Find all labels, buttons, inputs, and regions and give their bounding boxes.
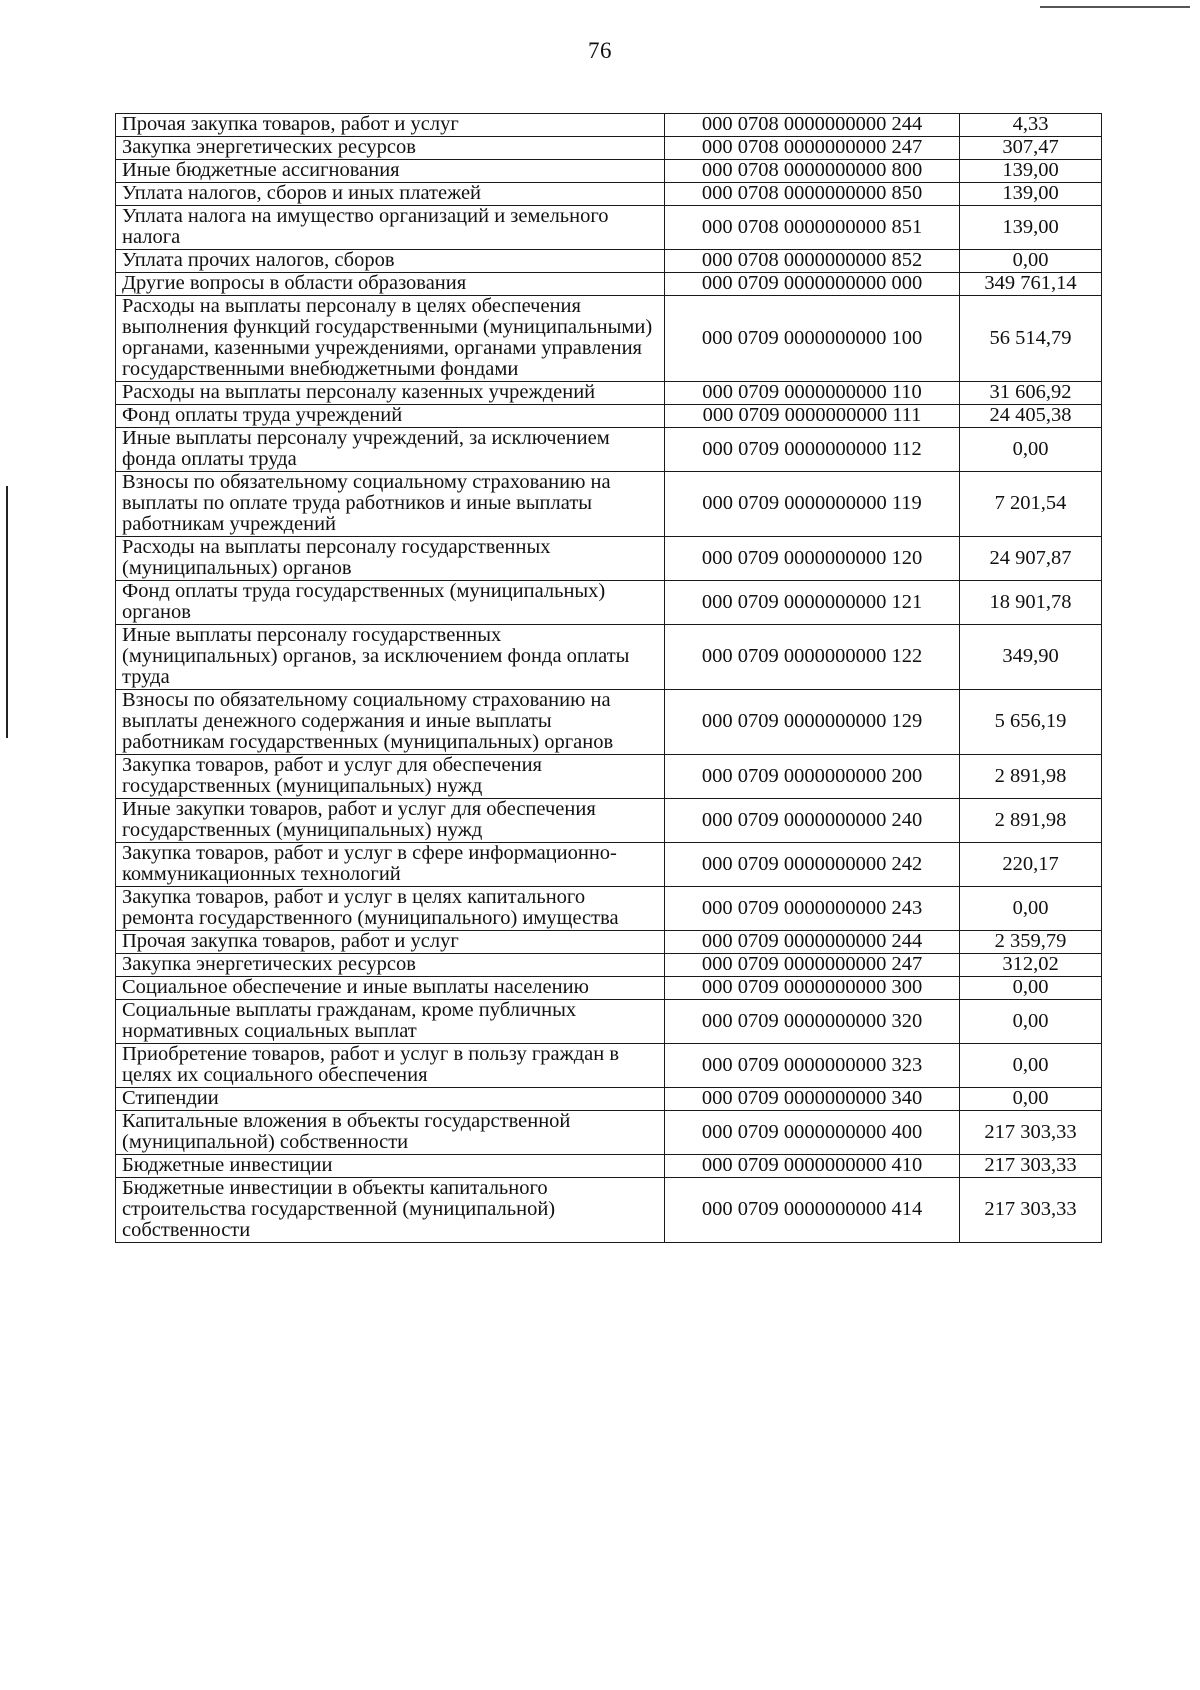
- expense-name-cell: Уплата налога на имущество организаций и земельного налога: [116, 206, 665, 250]
- expense-name-cell: Закупка энергетических ресурсов: [116, 954, 665, 977]
- budget-code-cell: 000 0709 0000000000 323: [665, 1044, 960, 1088]
- budget-code-cell: 000 0709 0000000000 110: [665, 382, 960, 405]
- budget-code-cell: 000 0709 0000000000 300: [665, 977, 960, 1000]
- table-row: [116, 160, 1102, 183]
- budget-table-body: [116, 114, 1102, 1243]
- budget-code-cell: 000 0709 0000000000 119: [665, 472, 960, 537]
- table-row: [116, 405, 1102, 428]
- amount-cell: 0,00: [960, 1000, 1102, 1044]
- amount-cell: 0,00: [960, 1088, 1102, 1111]
- budget-code-cell: 000 0709 0000000000 242: [665, 843, 960, 887]
- budget-code-cell: 000 0709 0000000000 111: [665, 405, 960, 428]
- table-row: [116, 690, 1102, 755]
- expense-name-cell: Фонд оплаты труда учреждений: [116, 405, 665, 428]
- table-row: [116, 114, 1102, 137]
- table-row: [116, 977, 1102, 1000]
- budget-code-cell: 000 0709 0000000000 410: [665, 1155, 960, 1178]
- budget-code-cell: 000 0708 0000000000 852: [665, 250, 960, 273]
- budget-code-cell: 000 0708 0000000000 850: [665, 183, 960, 206]
- amount-cell: 0,00: [960, 1044, 1102, 1088]
- amount-cell: 56 514,79: [960, 296, 1102, 382]
- amount-cell: 18 901,78: [960, 581, 1102, 625]
- amount-cell: 307,47: [960, 137, 1102, 160]
- amount-cell: 220,17: [960, 843, 1102, 887]
- amount-cell: 24 907,87: [960, 537, 1102, 581]
- amount-cell: 0,00: [960, 250, 1102, 273]
- table-row: [116, 931, 1102, 954]
- budget-code-cell: 000 0708 0000000000 247: [665, 137, 960, 160]
- expense-name-cell: Расходы на выплаты персоналу государственных (муниципальных) органов: [116, 537, 665, 581]
- expense-name-cell: Социальное обеспечение и иные выплаты населению: [116, 977, 665, 1000]
- table-row: [116, 799, 1102, 843]
- amount-cell: 139,00: [960, 160, 1102, 183]
- expense-name-cell: Взносы по обязательному социальному страхованию на выплаты денежного содержания и иные выплаты работникам государственных (муниципальных) органов: [116, 690, 665, 755]
- table-row: [116, 472, 1102, 537]
- table-row: [116, 273, 1102, 296]
- expense-name-cell: Прочая закупка товаров, работ и услуг: [116, 931, 665, 954]
- amount-cell: 217 303,33: [960, 1111, 1102, 1155]
- expense-name-cell: Иные выплаты персоналу государственных (муниципальных) органов, за исключением фонда оплаты труда: [116, 625, 665, 690]
- expense-name-cell: Закупка товаров, работ и услуг в сфере информационно-коммуникационных технологий: [116, 843, 665, 887]
- budget-code-cell: 000 0709 0000000000 200: [665, 755, 960, 799]
- table-row: [116, 1111, 1102, 1155]
- table-row: [116, 183, 1102, 206]
- budget-code-cell: 000 0709 0000000000 129: [665, 690, 960, 755]
- amount-cell: 349,90: [960, 625, 1102, 690]
- budget-code-cell: 000 0709 0000000000 120: [665, 537, 960, 581]
- table-row: [116, 581, 1102, 625]
- table-row: [116, 843, 1102, 887]
- expense-name-cell: Расходы на выплаты персоналу казенных учреждений: [116, 382, 665, 405]
- budget-code-cell: 000 0709 0000000000 244: [665, 931, 960, 954]
- table-row: [116, 1088, 1102, 1111]
- expense-name-cell: Бюджетные инвестиции в объекты капитального строительства государственной (муниципальной) собственности: [116, 1178, 665, 1243]
- budget-code-cell: 000 0709 0000000000 400: [665, 1111, 960, 1155]
- expense-name-cell: Другие вопросы в области образования: [116, 273, 665, 296]
- budget-code-cell: 000 0709 0000000000 122: [665, 625, 960, 690]
- table-row: [116, 1044, 1102, 1088]
- amount-cell: 5 656,19: [960, 690, 1102, 755]
- table-row: [116, 1155, 1102, 1178]
- table-row: [116, 250, 1102, 273]
- expense-name-cell: Иные бюджетные ассигнования: [116, 160, 665, 183]
- amount-cell: 2 891,98: [960, 755, 1102, 799]
- table-row: [116, 755, 1102, 799]
- table-row: [116, 1000, 1102, 1044]
- budget-code-cell: 000 0708 0000000000 244: [665, 114, 960, 137]
- expense-name-cell: Закупка энергетических ресурсов: [116, 137, 665, 160]
- amount-cell: 0,00: [960, 887, 1102, 931]
- amount-cell: 0,00: [960, 428, 1102, 472]
- amount-cell: 24 405,38: [960, 405, 1102, 428]
- expense-name-cell: Капитальные вложения в объекты государственной (муниципальной) собственности: [116, 1111, 665, 1155]
- table-row: [116, 1178, 1102, 1243]
- budget-table: [115, 113, 1102, 1243]
- table-row: [116, 206, 1102, 250]
- amount-cell: 31 606,92: [960, 382, 1102, 405]
- budget-code-cell: 000 0708 0000000000 800: [665, 160, 960, 183]
- expense-name-cell: Взносы по обязательному социальному страхованию на выплаты по оплате труда работников и иные выплаты работникам учреждений: [116, 472, 665, 537]
- table-row: [116, 954, 1102, 977]
- left-margin-mark: [6, 486, 8, 738]
- amount-cell: 139,00: [960, 206, 1102, 250]
- amount-cell: 4,33: [960, 114, 1102, 137]
- expense-name-cell: Уплата прочих налогов, сборов: [116, 250, 665, 273]
- expense-name-cell: Прочая закупка товаров, работ и услуг: [116, 114, 665, 137]
- amount-cell: 217 303,33: [960, 1155, 1102, 1178]
- budget-code-cell: 000 0709 0000000000 414: [665, 1178, 960, 1243]
- expense-name-cell: Расходы на выплаты персоналу в целях обеспечения выполнения функций государственными (муниципальными) органами, казенными учреждениями, органами управления государственными внебюджетными фондами: [116, 296, 665, 382]
- expense-name-cell: Социальные выплаты гражданам, кроме публичных нормативных социальных выплат: [116, 1000, 665, 1044]
- expense-name-cell: Приобретение товаров, работ и услуг в пользу граждан в целях их социального обеспечения: [116, 1044, 665, 1088]
- budget-code-cell: 000 0709 0000000000 112: [665, 428, 960, 472]
- budget-code-cell: 000 0709 0000000000 247: [665, 954, 960, 977]
- top-edge-rule: [1040, 6, 1190, 8]
- budget-code-cell: 000 0709 0000000000 340: [665, 1088, 960, 1111]
- table-row: [116, 382, 1102, 405]
- expense-name-cell: Стипендии: [116, 1088, 665, 1111]
- budget-code-cell: 000 0708 0000000000 851: [665, 206, 960, 250]
- amount-cell: 7 201,54: [960, 472, 1102, 537]
- amount-cell: 312,02: [960, 954, 1102, 977]
- table-row: [116, 296, 1102, 382]
- expense-name-cell: Бюджетные инвестиции: [116, 1155, 665, 1178]
- budget-code-cell: 000 0709 0000000000 121: [665, 581, 960, 625]
- amount-cell: 217 303,33: [960, 1178, 1102, 1243]
- expense-name-cell: Фонд оплаты труда государственных (муниципальных) органов: [116, 581, 665, 625]
- expense-name-cell: Иные выплаты персоналу учреждений, за исключением фонда оплаты труда: [116, 428, 665, 472]
- budget-code-cell: 000 0709 0000000000 243: [665, 887, 960, 931]
- expense-name-cell: Закупка товаров, работ и услуг для обеспечения государственных (муниципальных) нужд: [116, 755, 665, 799]
- budget-code-cell: 000 0709 0000000000 320: [665, 1000, 960, 1044]
- amount-cell: 139,00: [960, 183, 1102, 206]
- table-row: [116, 537, 1102, 581]
- budget-code-cell: 000 0709 0000000000 100: [665, 296, 960, 382]
- page-number: 76: [588, 38, 612, 63]
- amount-cell: 0,00: [960, 977, 1102, 1000]
- table-row: [116, 137, 1102, 160]
- budget-code-cell: 000 0709 0000000000 240: [665, 799, 960, 843]
- amount-cell: 2 891,98: [960, 799, 1102, 843]
- table-row: [116, 428, 1102, 472]
- expense-name-cell: Иные закупки товаров, работ и услуг для обеспечения государственных (муниципальных) нужд: [116, 799, 665, 843]
- table-row: [116, 887, 1102, 931]
- expense-name-cell: Уплата налогов, сборов и иных платежей: [116, 183, 665, 206]
- amount-cell: 2 359,79: [960, 931, 1102, 954]
- expense-name-cell: Закупка товаров, работ и услуг в целях капитального ремонта государственного (муниципального) имущества: [116, 887, 665, 931]
- table-row: [116, 625, 1102, 690]
- budget-code-cell: 000 0709 0000000000 000: [665, 273, 960, 296]
- amount-cell: 349 761,14: [960, 273, 1102, 296]
